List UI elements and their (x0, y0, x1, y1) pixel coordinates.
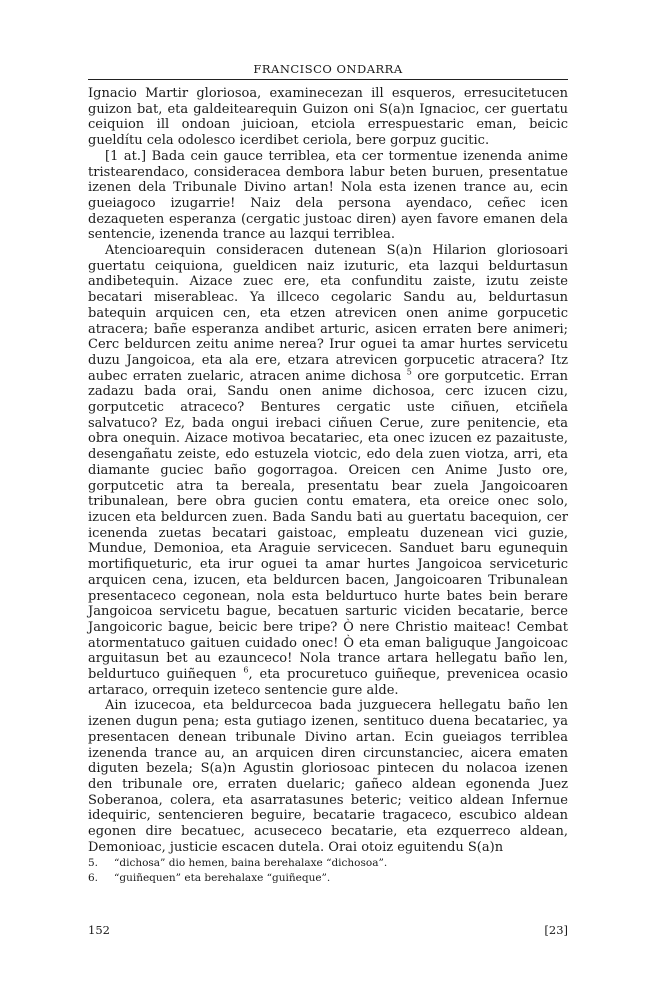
section-mark: [23] (544, 923, 568, 937)
body-text (88, 86, 568, 855)
paragraph-3-part-1: Atencioarequin consideracen dutenean S(a)n Hilarion gloriosoari guertatu ceiquiona, gueldicen naiz izuturic, eta lazqui beldurtasun andibetequin. Aizace zuec ere, eta confunditu zaiste, izutu zeiste becatari miserableac. Ya illceco cegolaric Sandu au, beldurtasun batequin arquicen cen, eta etzen atrevicen onen anime gorpucetic atracera; bañe esperanza andibet arturic, asicen erraten bere animeri; Cerc beldurcen zeitu anime nerea? Irur oguei ta amar hurtes servicetu duzu Jangoicoa, eta ala ere, etzara atrevicen gorpucetic atracera? Itz aubec erraten zuelaric, atracen anime dichosa (88, 243, 568, 384)
page (88, 62, 568, 855)
page-footer (88, 923, 568, 937)
paragraph-3-part-3: , eta procuretuco guiñeque, prevenicea ocasio artaraco, orrequin izeteco sentencie gure alde. (88, 667, 568, 698)
footnote-text: “guiñequen” eta berehalaxe “guiñeque”. (114, 872, 331, 884)
footnote-number: 6. (88, 872, 99, 884)
footnotes (88, 856, 568, 886)
paragraph-4: Ain izucecoa, eta beldurcecoa bada juzguecera hellegatu baño len izenen dugun pena; esta gutiago izenen, sentituco duena becatariec, ya presentacen denean tribunale Divino artan. Ecin gueiagos terriblea izenenda trance au, an arquicen diren circunstanciec, aicera ematen diguten bezela; S(a)n Agustin gloriosoac pintecen du nolacoa izenen den tribunale ore, erraten duelaric; gañeco aldean egonenda Juez Soberanoa, colera, eta asarratasunes beteric; veitico aldean Infernue idequiric, sentencieren beguire, becatarie tragaceco, escubico aldean egonen dire becatuec, acusececo becatarie, eta ezquerreco aldean, Demonioac, justicie escacen dutela. Orai otoiz eguitendu S(a)n (88, 698, 568, 855)
page-number: 152 (88, 923, 110, 937)
paragraph-1: Ignacio Martir gloriosoa, examinecezan ill esqueros, erresucitetucen guizon bat, eta galdeitearequin Guizon oni S(a)n Ignacioc, cer guertatu ceiquion ill ondoan juicioan, etciola errespuestaric eman, beicic gueldítu cela odolesco icerdibet ceriola, bere gorpuz gucitic. (88, 86, 568, 149)
footnote-text: “dichosa” dio hemen, baina berehalaxe “dichosoa”. (114, 857, 388, 869)
footnote-number: 5. (88, 857, 99, 869)
paragraph-3-part-2: ore gorputcetic. Erran zadazu bada orai, Sandu onen anime dichosoa, cerc izucen cizu, gorputcetic atraceco? Bentures cergatic uste ciñuen, etciñela salvatuco? Ez, bada ongui irebaci ciñuen Cerue, zure penitencie, eta obra onequin. Aizace motivoa becatariec, eta onec izucen ez pazaituste, desengañatu zeiste, edo estuzela viotcic, edo dela zuen viotza, arri, eta diamante guciec baño gogorragoa. Oreicen cen Anime Justo ore, gorputcetic atra ta bereala, presentatu bear zuela Jangoicoaren tribunalean, bere obra gucien contu ematera, eta oreice onec solo, izucen eta beldurcen zuen. Bada Sandu bati au guertatu bacequion, cer icenenda zuetas becatari gaistoac, empleatu duzenean vici guzie, Mundue, Demonioa, eta Araguie servicecen. Sanduet baru egunequin mortifiqueturic, eta irur oguei ta amar hurtes Jangoicoa serviceturic arquicen cena, izucen, eta beldurcen bacen, Jangoicoaren Tribunalean presentaceco cegonean, nola esta beldurtuco hurte bates bein berare Jangoicoa servicetu bague, becatuen sarturic viciden becatarie, berce Jangoicoric bague, beicic bere tripe? Ò nere Christio maiteac! Cembat atormentatuco gaituen cuidado onec! Ò eta eman baliguque Jangoicoac arguitasun bet au ezaunceco! Nola trance artara hellegatu baño len, beldurtuco guiñequen (88, 368, 568, 683)
paragraph-2: [1 at.] Bada cein gauce terriblea, eta cer tormentue izenenda anime tristearendaco, consideracea dembora labur beten buruen, presentatue izenen dela Tribunale Divino artan! Nola esta izenen trance au, ecin gueiagoco izugarrie! Naiz dela persona ayendaco, ceñec icen dezaqueten esperanza (cergatic justoac diren) ayen favore emanen dela sentencie, izenenda trance au lazqui terriblea. (88, 148, 568, 243)
footnote-ref-5[interactable]: 5 (406, 367, 412, 377)
running-title: FRANCISCO ONDARRA (88, 62, 568, 80)
footnote-6 (88, 871, 568, 886)
paragraph-3 (88, 243, 568, 698)
footnote-ref-6[interactable]: 6 (243, 665, 249, 675)
footnote-5 (88, 856, 568, 871)
